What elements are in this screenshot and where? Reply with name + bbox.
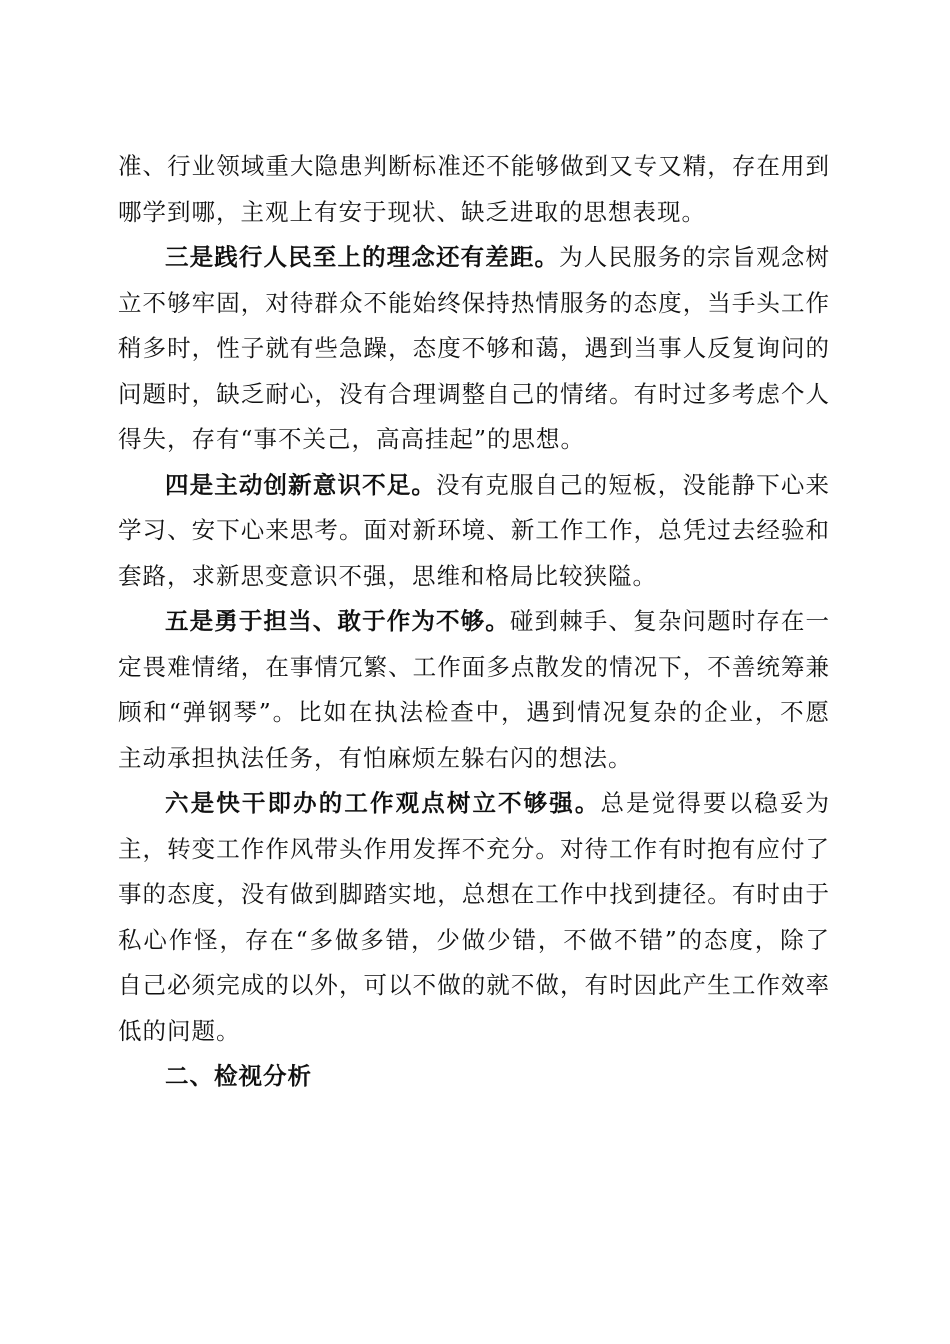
paragraph-lead: 三是践行人民至上的理念还有差距。 (165, 243, 560, 271)
document-body (118, 144, 830, 1100)
paragraph-text: 为人民服务的宗旨观念树立不够牢固，对待群众不能始终保持热情服务的态度，当手头工作稍多时，性子就有些急躁，态度不够和蔼，遇到当事人反复询问的问题时，缺乏耐心，没有合理调整自己的情绪。有时过多考虑个人得失，存有“事不关己，高高挂起”的思想。 (118, 243, 831, 453)
paragraph-text: 准、行业领域重大隐患判断标准还不能够做到又专又精，存在用到哪学到哪，主观上有安于现状、缺乏进取的思想表现。 (118, 152, 830, 226)
section-heading: 二、检视分析 (165, 1062, 312, 1090)
paragraph-point-four (118, 463, 830, 600)
paragraph-lead: 五是勇于担当、敢于作为不够。 (165, 607, 510, 635)
paragraph-lead: 六是快干即办的工作观点树立不够强。 (165, 789, 601, 817)
paragraph-lead: 四是主动创新意识不足。 (165, 470, 436, 499)
paragraph-text: 总是觉得要以稳妥为主，转变工作作风带头作用发挥不充分。对待工作有时抱有应付了事的态度，没有做到脚踏实地，总想在工作中找到捷径。有时由于私心作怪，存在“多做多错，少做少错，不做不错”的态度，除了自己必须完成的以外，可以不做的就不做，有时因此产生工作效率低的问题。 (118, 789, 831, 1045)
paragraph-text: 碰到棘手、复杂问题时存在一定畏难情绪，在事情冗繁、工作面多点散发的情况下，不善统筹兼顾和“弹钢琴”。比如在执法检查中，遇到情况复杂的企业，不愿主动承担执法任务，有怕麻烦左躲右闪的想法。 (118, 607, 831, 772)
paragraph-continuation (118, 144, 830, 235)
paragraph-point-five (118, 599, 830, 781)
paragraph-point-six (118, 781, 830, 1054)
paragraph-point-three (118, 235, 830, 463)
paragraph-text: 没有克服自己的短板，没能静下心来学习、安下心来思考。面对新环境、新工作工作，总凭过去经验和套路，求新思变意识不强，思维和格局比较狭隘。 (118, 470, 831, 590)
